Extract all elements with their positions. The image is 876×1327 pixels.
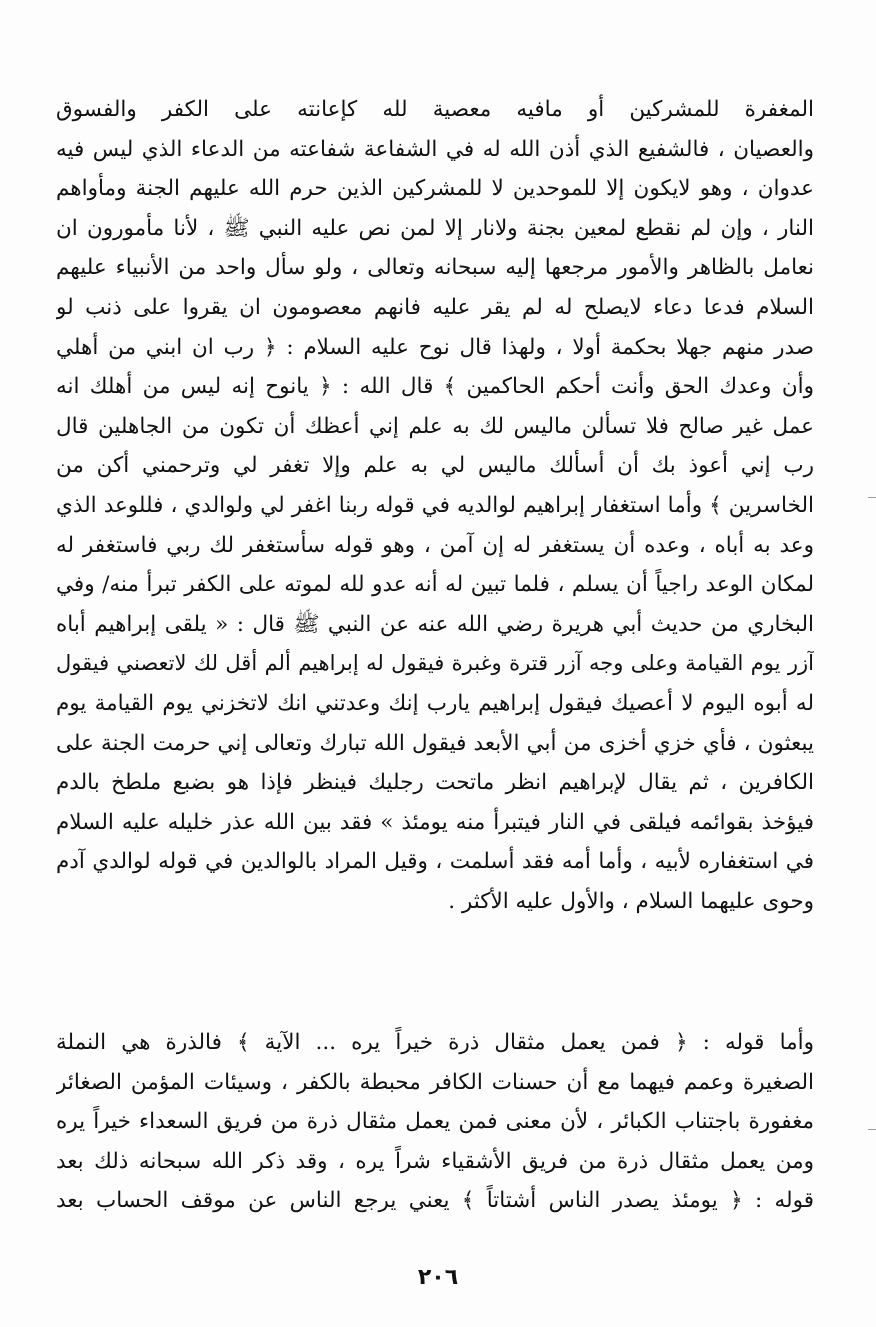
text-line: والعصيان ، فالشفيع الذي أذن الله له في الشفاعة شفاعته من الدعاء الذي ليس فيه bbox=[56, 136, 814, 162]
text-line: يبعثون ، فأي خزي أخزى من أبي الأبعد فيقول الله تبارك وتعالى إني حرمت الجنة على bbox=[56, 730, 814, 756]
text-line: فيؤخذ بقوائمه فيلقى في النار فيتبرأ منه يومئذ » فقد بين الله عذر خليله عليه السلام bbox=[56, 809, 814, 835]
text-line: نعامل بالظاهر والأمور مرجعها إليه سبحانه وتعالى ، ولو سأل واحد من الأنبياء عليهم bbox=[56, 255, 814, 281]
paragraph-1 bbox=[56, 90, 814, 921]
text-line: النار ، وإن لم نقطع لمعين بجنة ولانار إلا لمن نص عليه النبي ﷺ ، لأنا مأمورون ان bbox=[56, 215, 814, 241]
text-line: آزر يوم القيامة وعلى وجه آزر قترة وغبرة فيقول له إبراهيم ألم أقل لك لاتعصني فيقول bbox=[56, 651, 814, 676]
text-line: الصغيرة وعمم فيهما مع أن حسنات الكافر محبطة بالكفر ، وسيئات المؤمن الصغائر bbox=[56, 1069, 814, 1095]
text-line: السلام فدعا دعاء لايصلح له لم يقر عليه فانهم معصومون ان يقروا على ذنب لو bbox=[56, 294, 814, 320]
text-line: عمل غير صالح فلا تسألن ماليس لك به علم إني أعظك أن تكون من الجاهلين قال bbox=[56, 413, 814, 439]
paragraph-2 bbox=[56, 1023, 814, 1221]
text-line: رب إني أعوذ بك أن أسألك ماليس لي به علم وإلا تغفر لي وترحمني أكن من bbox=[56, 453, 814, 479]
text-line: ومن يعمل مثقال ذرة من فريق الأشقياء شراً يره ، وقد ذكر الله سبحانه ذلك بعد bbox=[56, 1148, 814, 1174]
text-line: له أبوه اليوم لا أعصيك فيقول إبراهيم يارب إنك وعدتني انك لاتخزني يوم القيامة يوم bbox=[56, 690, 814, 716]
text-line: وأن وعدك الحق وأنت أحكم الحاكمين ﴾ قال الله : ﴿ يانوح إنه ليس من أهلك انه bbox=[56, 374, 814, 400]
text-line: في استغفاره لأبيه ، وأما أمه فقد أسلمت ، وقيل المراد بالوالدين في قوله لوالدي آدم bbox=[56, 849, 814, 875]
text-line: عدوان ، وهو لايكون إلا للموحدين لا للمشركين الذين حرم الله عليهم الجنة ومأواهم bbox=[56, 176, 814, 202]
text-line: مغفورة باجتناب الكبائر ، لأن معنى فمن يعمل مثقال ذرة من فريق السعداء خيراً يره bbox=[56, 1109, 814, 1135]
text-line: وأما قوله : ﴿ فمن يعمل مثقال ذرة خيراً يره ... الآية ﴾ فالذرة هي النملة bbox=[56, 1030, 814, 1055]
text-line: البخاري من حديث أبي هريرة رضي الله عنه عن النبي ﷺ قال : « يلقى إبراهيم أباه bbox=[56, 611, 814, 637]
text-line: لمكان الوعد راجياً أن يسلم ، فلما تبين له أنه عدو لله لموته على الكفر تبرأ منه/ وفي bbox=[56, 572, 814, 598]
text-line: قوله : ﴿ يومئذ يصدر الناس أشتاتاً ﴾ يعني يرجع الناس عن موقف الحساب بعد bbox=[56, 1188, 814, 1214]
text-line: الخاسرين ﴾ وأما استغفار إبراهيم لوالديه في قوله ربنا اغفر لي ولوالدي ، فللوعد الذي bbox=[56, 492, 814, 518]
text-line: وعد به أباه ، وعده أن يستغفر له إن آمن ، وهو قوله سأستغفر لك ربي فاستغفر له bbox=[56, 532, 814, 558]
margin-mark bbox=[868, 1129, 876, 1130]
text-line: الكافرين ، ثم يقال لإبراهيم انظر ماتحت رجليك فينظر فإذا هو بضبع ملطخ بالدم bbox=[56, 770, 814, 796]
margin-mark bbox=[868, 497, 876, 498]
text-line: صدر منهم جهلا بحكمة أولا ، ولهذا قال نوح عليه السلام : ﴿ رب ان ابني من أهلي bbox=[56, 334, 814, 360]
text-line: وحوى عليهما السلام ، والأول عليه الأكثر . bbox=[448, 888, 814, 914]
page-number: ٢٠٦ bbox=[417, 1265, 459, 1290]
text-line: المغفرة للمشركين أو مافيه معصية لله كإعانته على الكفر والفسوق bbox=[56, 97, 814, 122]
